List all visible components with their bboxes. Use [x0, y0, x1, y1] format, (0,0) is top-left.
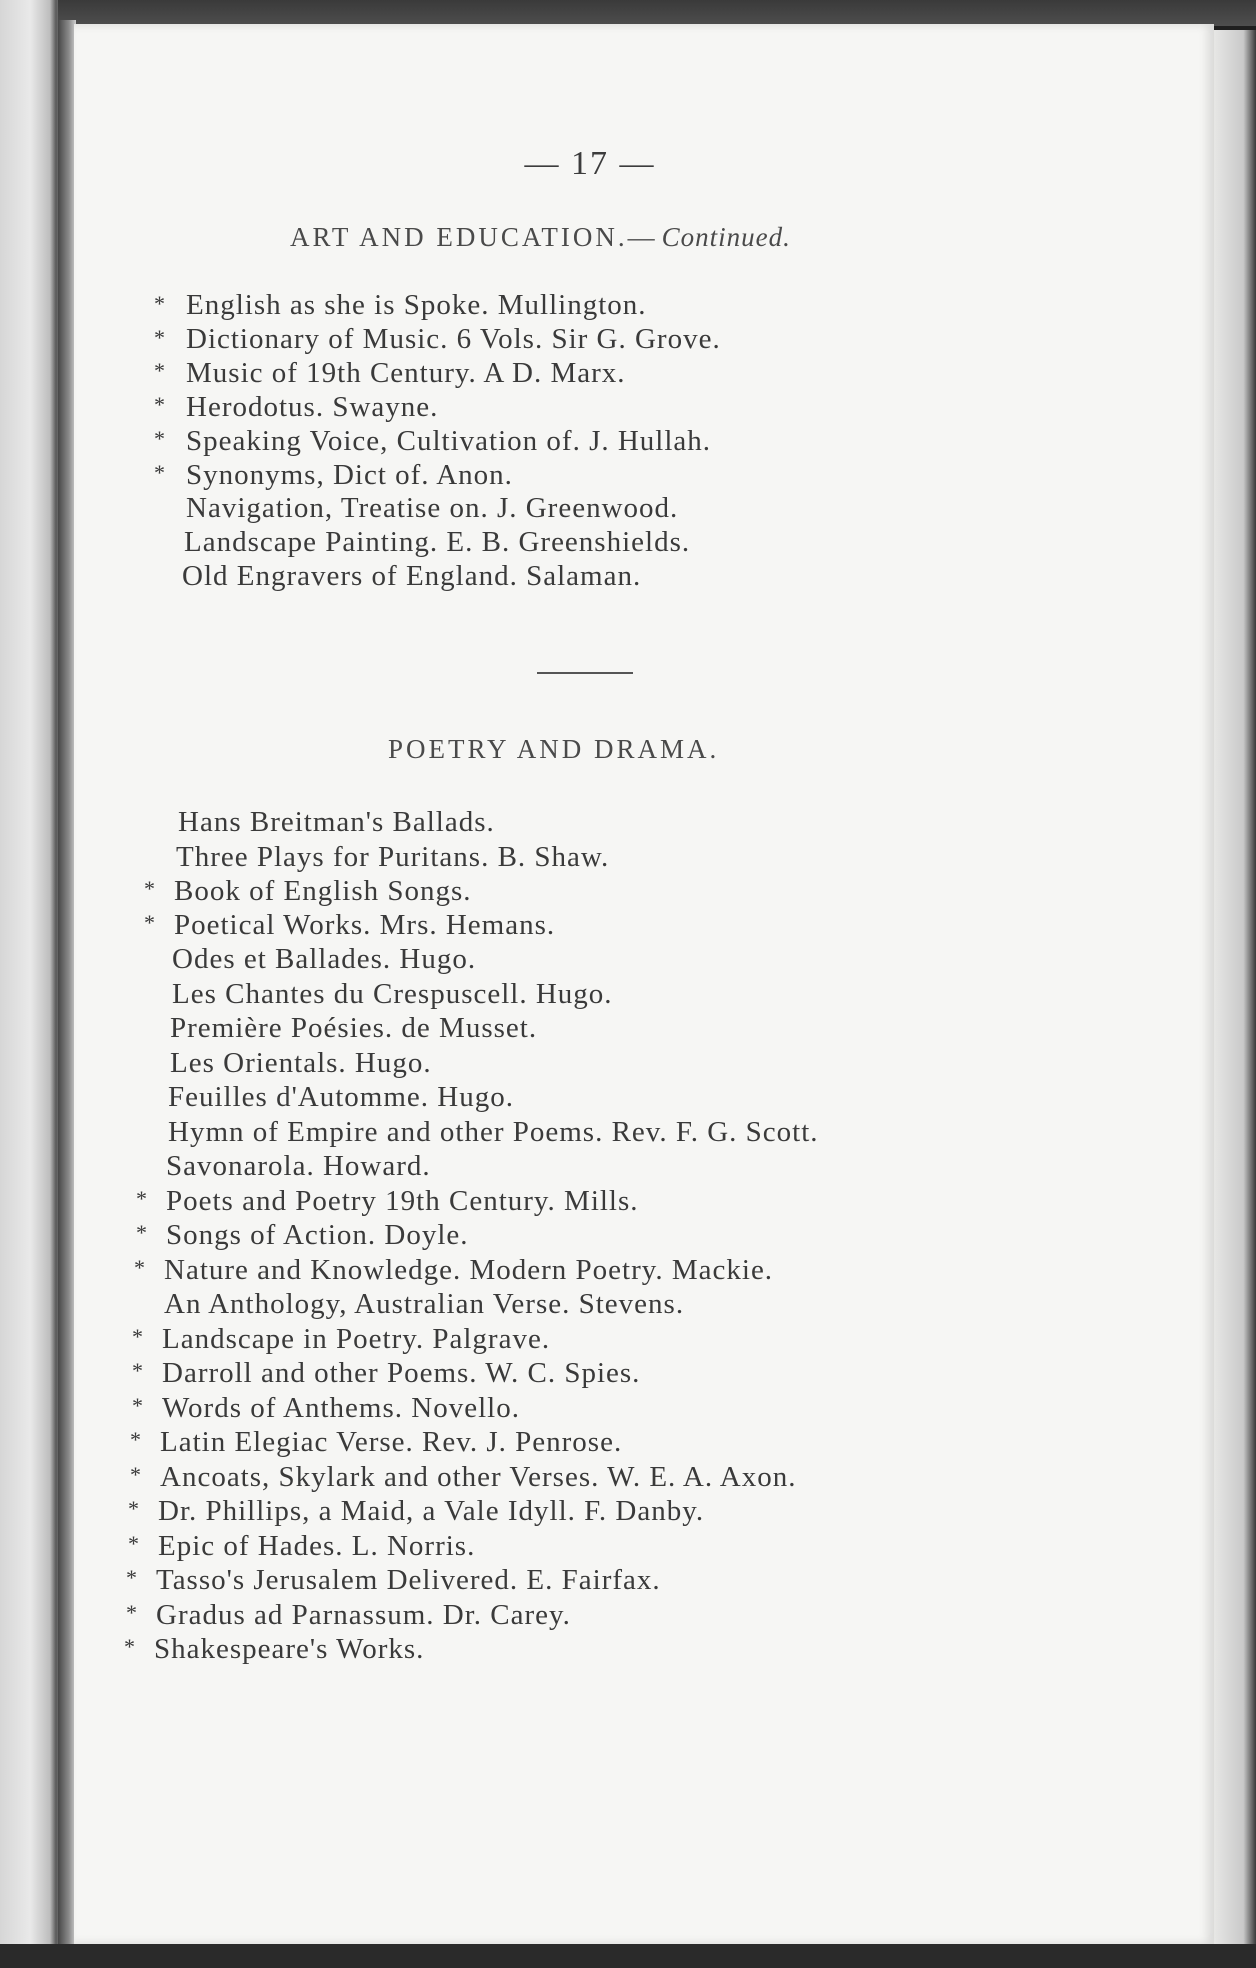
- asterisk-marker: *: [128, 1496, 139, 1521]
- list-item: Songs of Action. Doyle.: [166, 1219, 469, 1251]
- list-item: Book of English Songs.: [174, 875, 472, 907]
- list-item: Three Plays for Puritans. B. Shaw.: [176, 841, 610, 873]
- list-item: Hans Breitman's Ballads.: [178, 806, 495, 838]
- list-item: Dictionary of Music. 6 Vols. Sir G. Grove.: [186, 323, 721, 355]
- asterisk-marker: *: [154, 291, 165, 316]
- page-right-edge: [1214, 30, 1256, 1944]
- list-item: Feuilles d'Automme. Hugo.: [168, 1081, 514, 1113]
- section-divider: [537, 672, 633, 674]
- list-item: An Anthology, Australian Verse. Stevens.: [164, 1288, 685, 1320]
- asterisk-marker: *: [154, 392, 165, 417]
- list-item: Shakespeare's Works.: [154, 1633, 425, 1665]
- asterisk-marker: *: [132, 1393, 143, 1418]
- asterisk-marker: *: [126, 1565, 137, 1590]
- section-heading-poetry-drama: POETRY AND DRAMA.: [388, 734, 720, 764]
- list-item: Darroll and other Poems. W. C. Spies.: [162, 1357, 641, 1389]
- asterisk-marker: *: [154, 426, 165, 451]
- asterisk-marker: *: [132, 1358, 143, 1383]
- asterisk-marker: *: [128, 1531, 139, 1556]
- list-item: Dr. Phillips, a Maid, a Vale Idyll. F. Danby.: [158, 1495, 705, 1527]
- list-item: Landscape Painting. E. B. Greenshields.: [184, 526, 691, 558]
- asterisk-marker: *: [154, 325, 165, 350]
- list-item: Synonyms, Dict of. Anon.: [186, 459, 513, 491]
- asterisk-marker: *: [124, 1634, 135, 1659]
- asterisk-marker: *: [130, 1462, 141, 1487]
- asterisk-marker: *: [130, 1427, 141, 1452]
- asterisk-marker: *: [136, 1220, 147, 1245]
- heading-text: ART AND EDUCATION.—: [290, 222, 658, 252]
- list-item: Poets and Poetry 19th Century. Mills.: [166, 1185, 639, 1217]
- list-item: Gradus ad Parnassum. Dr. Carey.: [156, 1599, 571, 1631]
- list-item: Odes et Ballades. Hugo.: [172, 943, 477, 975]
- scan-top-border: [0, 0, 1256, 26]
- list-item: Epic of Hades. L. Norris.: [158, 1530, 476, 1562]
- list-item: Nature and Knowledge. Modern Poetry. Mackie.: [164, 1254, 774, 1286]
- list-item: Hymn of Empire and other Poems. Rev. F. G. Scott.: [168, 1116, 819, 1148]
- page-number: — 17 —: [524, 145, 656, 182]
- list-item: Words of Anthems. Novello.: [162, 1392, 520, 1424]
- heading-continued: Continued.: [661, 222, 791, 252]
- list-item: Old Engravers of England. Salaman.: [182, 560, 642, 592]
- list-item: Music of 19th Century. A D. Marx.: [186, 357, 626, 389]
- list-item: English as she is Spoke. Mullington.: [186, 289, 647, 321]
- list-item: Latin Elegiac Verse. Rev. J. Penrose.: [160, 1426, 623, 1458]
- asterisk-marker: *: [126, 1600, 137, 1625]
- list-item: Tasso's Jerusalem Delivered. E. Fairfax.: [156, 1564, 661, 1596]
- list-item: Les Chantes du Crespuscell. Hugo.: [172, 978, 613, 1010]
- adjacent-page-edge: [0, 0, 58, 1968]
- list-item: Herodotus. Swayne.: [186, 391, 439, 423]
- list-item: Les Orientals. Hugo.: [170, 1047, 432, 1079]
- asterisk-marker: *: [154, 460, 165, 485]
- list-item: Poetical Works. Mrs. Hemans.: [174, 909, 556, 941]
- asterisk-marker: *: [144, 910, 155, 935]
- list-item: Speaking Voice, Cultivation of. J. Hullah.: [186, 425, 712, 457]
- list-item: Première Poésies. de Musset.: [170, 1012, 538, 1044]
- asterisk-marker: *: [154, 358, 165, 383]
- asterisk-marker: *: [144, 876, 155, 901]
- asterisk-marker: *: [136, 1186, 147, 1211]
- list-item: Ancoats, Skylark and other Verses. W. E. A. Axon.: [160, 1461, 797, 1493]
- asterisk-marker: *: [134, 1255, 145, 1280]
- list-item: Landscape in Poetry. Palgrave.: [162, 1323, 551, 1355]
- list-item: Navigation, Treatise on. J. Greenwood.: [186, 492, 679, 524]
- scan-bottom-border: [0, 1944, 1256, 1968]
- list-item: Savonarola. Howard.: [166, 1150, 431, 1182]
- section-heading-art-education: [290, 222, 791, 253]
- asterisk-marker: *: [132, 1324, 143, 1349]
